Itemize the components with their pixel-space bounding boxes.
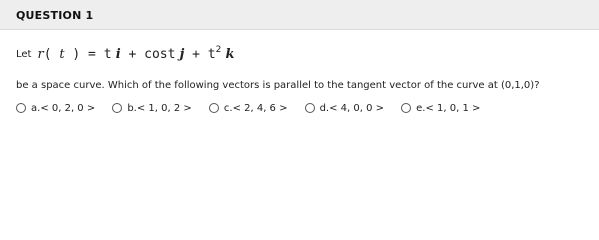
math-close-eq: ) = bbox=[64, 47, 104, 62]
choice-e-vector: < 1, 0, 1 > bbox=[425, 102, 481, 114]
choice-e-letter: e. bbox=[416, 102, 426, 114]
choice-d[interactable] bbox=[305, 103, 384, 114]
choice-b-vector: < 1, 0, 2 > bbox=[136, 102, 192, 114]
choice-d-letter: d. bbox=[319, 102, 330, 114]
math-open-paren: ( bbox=[43, 47, 60, 62]
math-exponent: 2 bbox=[215, 45, 222, 55]
math-t-arg: t bbox=[59, 47, 65, 62]
math-r: r bbox=[37, 47, 44, 62]
let-word: Let bbox=[16, 49, 32, 60]
choice-c-letter: c. bbox=[223, 102, 233, 114]
math-t-squared-base: t bbox=[207, 47, 216, 62]
choice-e-radio[interactable] bbox=[401, 103, 411, 113]
choice-d-vector: < 4, 0, 0 > bbox=[329, 102, 385, 114]
choice-e[interactable] bbox=[401, 103, 480, 114]
choice-a[interactable] bbox=[16, 103, 95, 114]
choice-a-letter: a. bbox=[31, 102, 41, 114]
choice-a-radio[interactable] bbox=[16, 103, 26, 113]
curve-definition bbox=[16, 45, 235, 62]
answer-choices bbox=[16, 98, 492, 114]
choice-c-radio[interactable] bbox=[209, 103, 219, 113]
choice-d-radio[interactable] bbox=[305, 103, 315, 113]
choice-b-letter: b. bbox=[127, 102, 137, 114]
math-k-vector: k bbox=[225, 47, 235, 62]
question-stem: be a space curve. Which of the following vectors is parallel to the tangent vector of the curve at (0,1,0)? bbox=[16, 80, 540, 91]
question-title: QUESTION 1 bbox=[16, 9, 94, 22]
choice-c-vector: < 2, 4, 6 > bbox=[232, 102, 288, 114]
question-header bbox=[0, 0, 599, 30]
math-t: t bbox=[103, 47, 112, 62]
math-cos-t: cost bbox=[144, 47, 176, 62]
math-plus-2: + bbox=[184, 47, 208, 62]
choice-c[interactable] bbox=[209, 103, 288, 114]
math-plus-1: + bbox=[120, 47, 145, 62]
math-i-vector: i bbox=[115, 47, 121, 62]
choice-b-radio[interactable] bbox=[112, 103, 122, 113]
choice-b[interactable] bbox=[112, 103, 191, 114]
choice-a-vector: < 0, 2, 0 > bbox=[40, 102, 96, 114]
math-j-vector: j bbox=[179, 47, 185, 62]
